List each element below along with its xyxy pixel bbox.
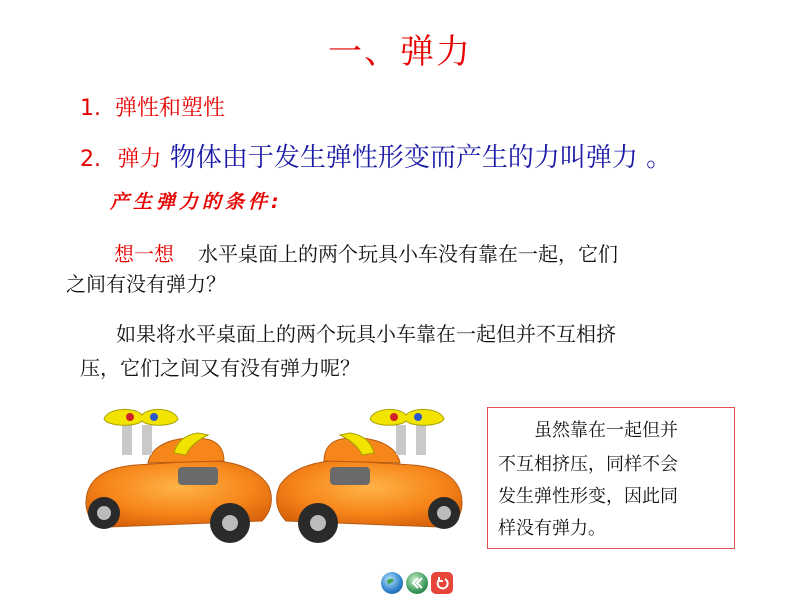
question1-lead: 想一想 (114, 242, 174, 266)
return-icon[interactable] (431, 572, 453, 594)
answer-line3: 发生弹性形变，因此同 (498, 486, 678, 507)
toy-cars-image (78, 405, 470, 553)
list-item-elastic-force (80, 140, 672, 178)
answer-line1: 虽然靠在一起但并 (534, 420, 678, 441)
question1-text: 水平桌面上的两个玩具小车没有靠在一起，它们 (198, 242, 618, 266)
item1-number: 1. (80, 96, 101, 121)
answer-line2: 不互相挤压，同样不会 (498, 454, 678, 475)
item1-text: 弹性和塑性 (115, 96, 226, 121)
item2-end: 。 (646, 143, 673, 173)
globe-icon[interactable] (381, 572, 403, 594)
item2-term: 弹力 (117, 147, 162, 172)
conditions-heading: 产生弹力的条件: (110, 191, 283, 213)
toy-car-right (277, 409, 462, 543)
answer-box (487, 407, 735, 549)
answer-line4: 样没有弹力。 (498, 518, 606, 539)
toy-car-left (86, 409, 271, 543)
question1-line2: 之间有没有弹力？ (66, 272, 226, 296)
back-icon[interactable] (406, 572, 428, 594)
item2-number: 2. (80, 147, 101, 172)
list-item-elasticity (80, 94, 225, 124)
question2-line2: 压，它们之间又有没有弹力呢？ (80, 356, 360, 380)
question2-line1: 如果将水平桌面上的两个玩具小车靠在一起但并不互相挤 (116, 322, 616, 346)
slide-title: 一、弹力 (328, 32, 472, 72)
item2-definition: 物体由于发生弹性形变而产生的力叫弹力 (169, 143, 638, 173)
